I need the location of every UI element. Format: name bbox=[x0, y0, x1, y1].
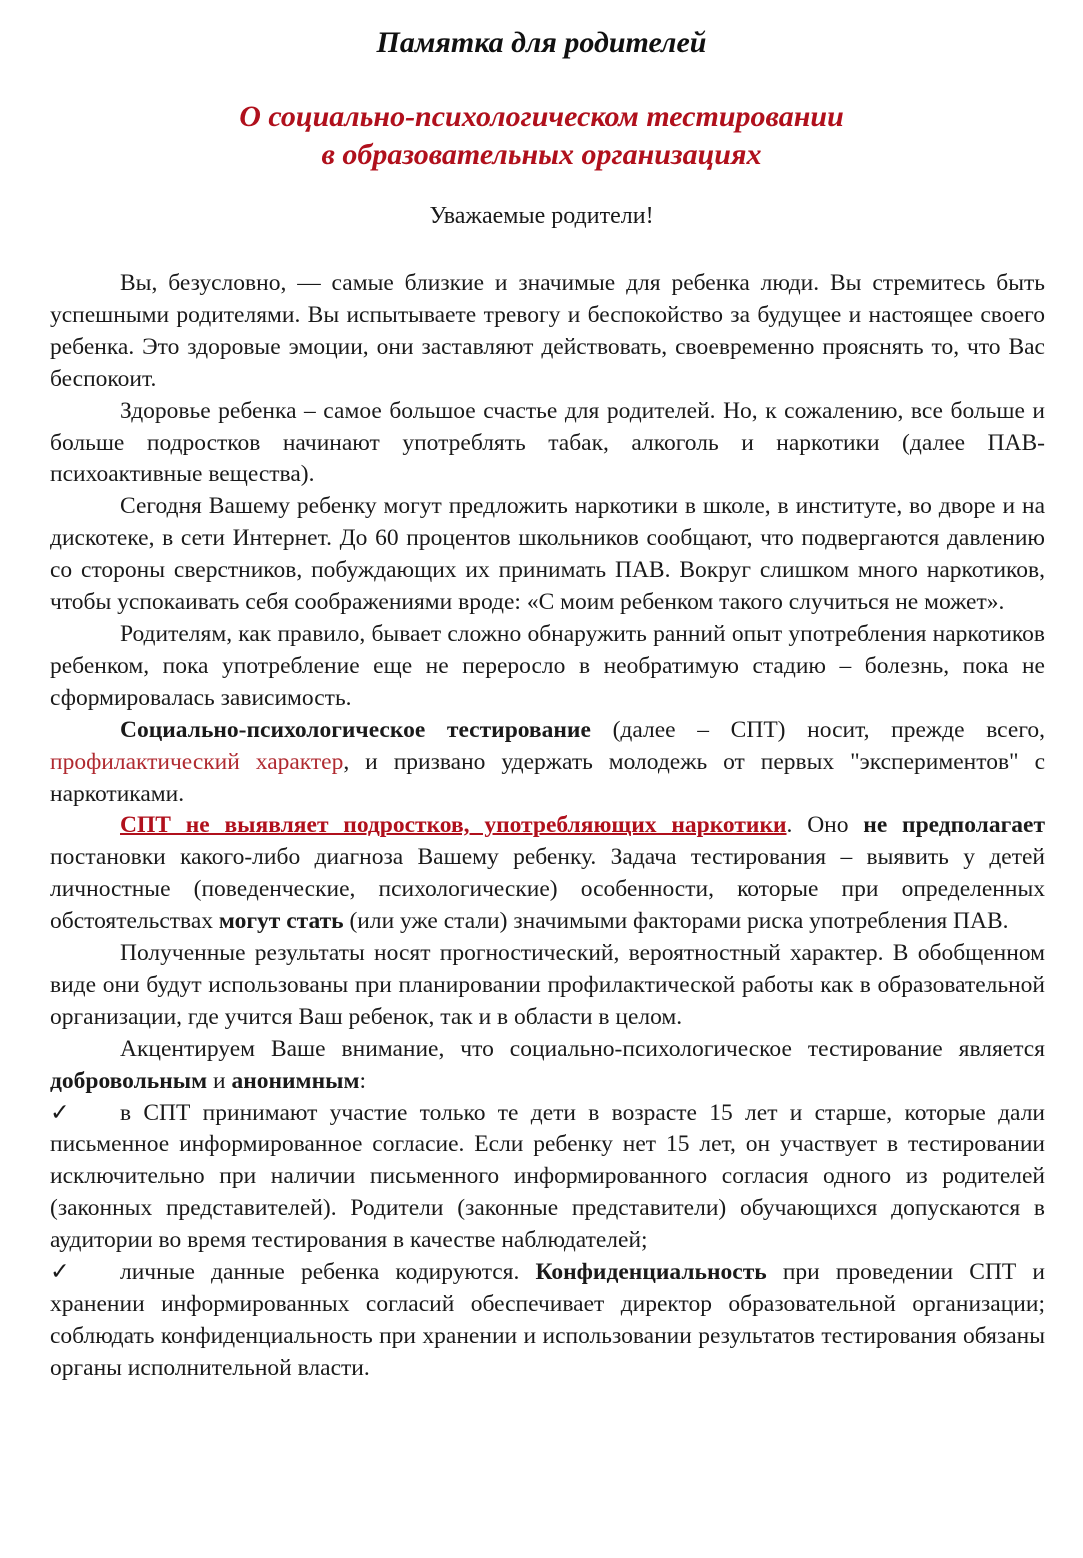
bold-text: добровольным bbox=[50, 1067, 208, 1094]
text: личные данные ребенка кодируются. bbox=[120, 1259, 536, 1286]
text: : bbox=[359, 1067, 366, 1094]
text: при проведении СПТ и хранении информированных согласий обеспечивает директор образовательной организации; соблюдать конфиденциальность при хранении и использовании результатов тестирования обязаны органы исполнительной власти. bbox=[50, 1259, 1045, 1381]
text: Акцентируем Ваше внимание, что социально-психологическое тестирование является bbox=[120, 1035, 1045, 1062]
subtitle-line: О социально-психологическом тестировании bbox=[239, 100, 844, 133]
paragraph: Сегодня Вашему ребенку могут предложить наркотики в школе, в институте, во дворе и на дискотеке, в сети Интернет. До 60 процентов школьников сообщают, что подвергаются давлению со стороны сверстников, побуждающих их принимать ПАВ. Вокруг слишком много наркотиков, чтобы успокаивать себя соображениями вроде: «С моим ребенком такого случиться не может». bbox=[50, 493, 1045, 616]
bold-text: анонимным bbox=[231, 1067, 360, 1094]
text: постановки какого-либо диагноза Вашему ребенку. Задача тестирования – выявить у детей личностные (поведенческие, психологические) особенности, которые при определенных обстоятельствах bbox=[50, 844, 1045, 935]
text: в СПТ принимают участие только те дети в возрасте 15 лет и старше, которые дали письменное информированное согласие. Если ребенку нет 15 лет, он участвует в тестировании исключительно при наличии письменного информированного согласия одного из родителей (законных представителей). Родители (законные представители) обучающихся допускаются в аудитории во время тестирования в качестве наблюдателей; bbox=[50, 1099, 1045, 1254]
text: . Оно bbox=[786, 812, 864, 839]
underlined-warning: СПТ не выявляет подростков, употребляющих наркотики bbox=[120, 812, 787, 839]
paragraph bbox=[50, 810, 1045, 938]
paragraph: Родителям, как правило, бывает сложно обнаружить ранний опыт употребления наркотиков ребенком, пока употребление еще не переросло в необратимую стадию – болезнь, пока не сформировалась зависимость. bbox=[50, 620, 1045, 711]
text: , и призвано удержать молодежь от первых "экспериментов" с наркотиками. bbox=[50, 748, 1045, 807]
paragraph: Здоровье ребенка – самое большое счастье для родителей. Но, к сожалению, все больше и больше подростков начинают употреблять табак, алкоголь и наркотики (далее ПАВ-психоактивные вещества). bbox=[50, 397, 1045, 488]
list-item bbox=[50, 1098, 1045, 1258]
paragraph bbox=[50, 715, 1045, 811]
subtitle-line: в образовательных организациях bbox=[321, 138, 762, 171]
checkmark-icon: ✓ bbox=[50, 1099, 70, 1126]
bold-text: Конфиденциальность bbox=[535, 1259, 767, 1286]
paragraph: Полученные результаты носят прогностический, вероятностный характер. В обобщенном виде они будут использованы при планировании профилактической работы как в образовательной организации, где учится Ваш ребенок, так и в области в целом. bbox=[50, 940, 1045, 1030]
text: (или уже стали) значимыми факторами риска употребления ПАВ. bbox=[343, 908, 1009, 935]
text: и bbox=[207, 1067, 232, 1094]
document-title: Памятка для родителей bbox=[376, 26, 707, 59]
bold-text: не предполагает bbox=[863, 812, 1045, 839]
document-subtitle bbox=[0, 98, 1083, 174]
bold-term: Социально-психологическое тестирование bbox=[120, 716, 591, 743]
list-item bbox=[50, 1257, 1045, 1385]
paragraph: Вы, безусловно, — самые близкие и значимые для ребенка люди. Вы стремитесь быть успешными родителями. Вы испытываете тревогу и беспокойство за будущее и настоящее своего ребенка. Это здоровые эмоции, они заставляют действовать, своевременно прояснять то, что Вас беспокоит. bbox=[50, 270, 1045, 392]
highlighted-text: профилактический характер bbox=[50, 748, 344, 775]
bold-text: могут стать bbox=[218, 908, 344, 935]
paragraph bbox=[50, 1034, 1045, 1098]
document-body bbox=[50, 268, 1045, 1385]
text: (далее – СПТ) носит, прежде всего, bbox=[590, 716, 1045, 743]
checkmark-icon: ✓ bbox=[50, 1259, 70, 1286]
greeting: Уважаемые родители! bbox=[429, 203, 654, 229]
